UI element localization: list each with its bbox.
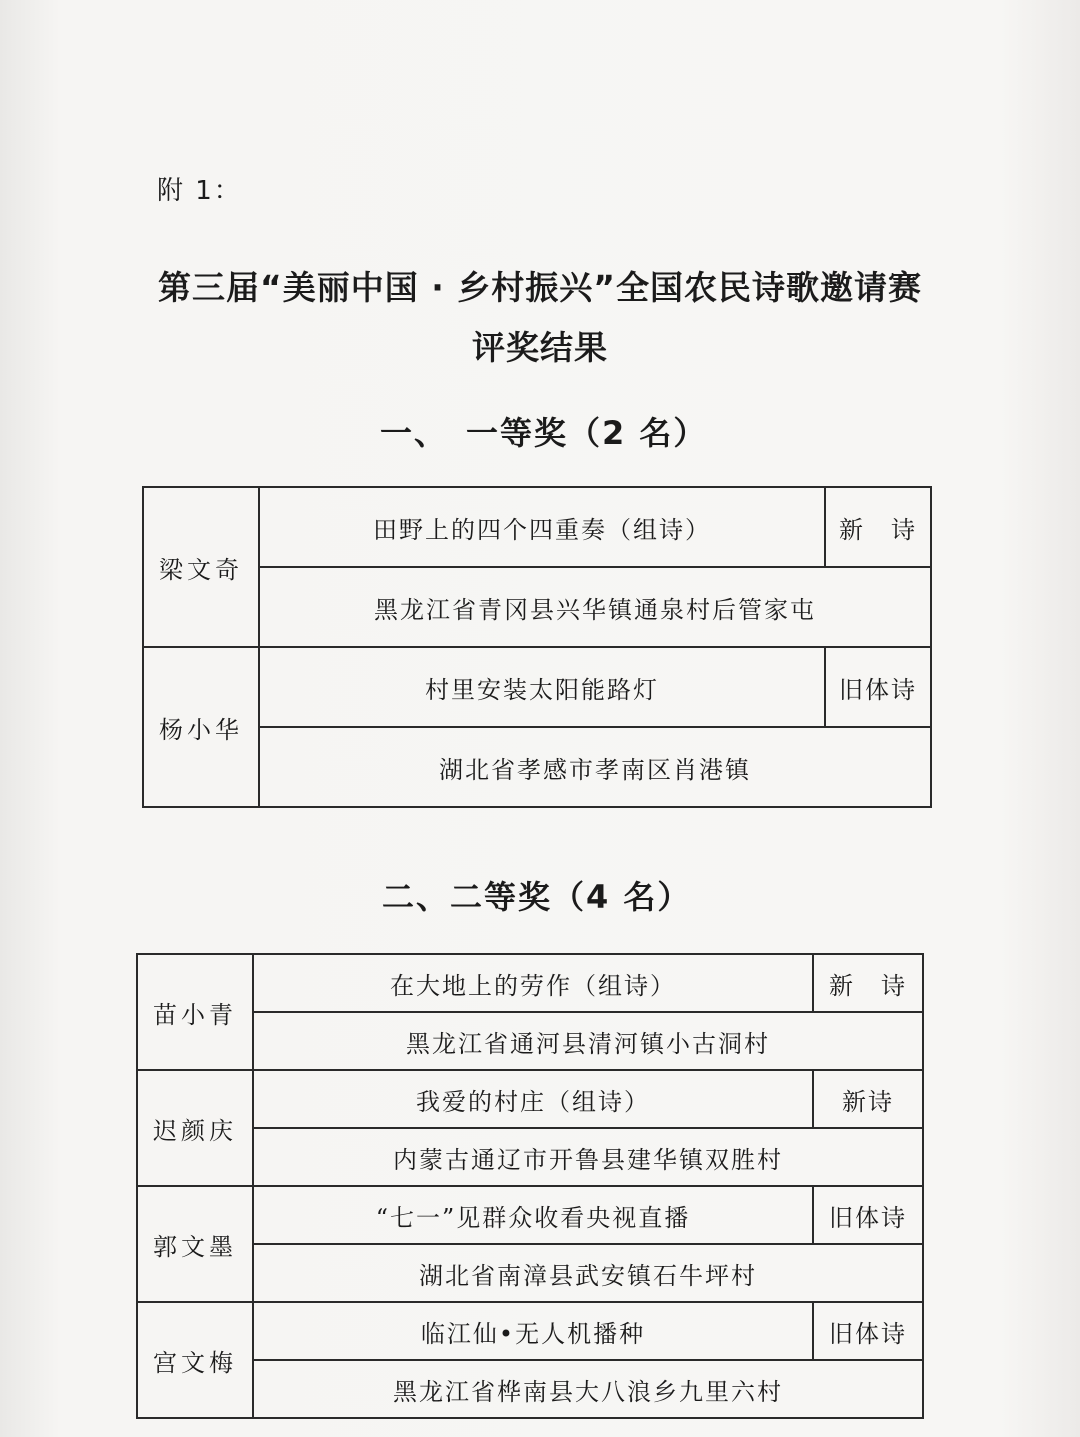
work-genre: 新诗: [813, 1070, 923, 1128]
winner-address: 湖北省南漳县武安镇石牛坪村: [253, 1244, 923, 1302]
work-title: 村里安装太阳能路灯: [259, 647, 825, 727]
work-genre: 新 诗: [825, 487, 931, 567]
table-row: [137, 1360, 923, 1418]
work-genre: 旧体诗: [825, 647, 931, 727]
work-title: 我爱的村庄（组诗）: [253, 1070, 813, 1128]
winner-name: 梁文奇: [143, 487, 259, 647]
winner-name: 苗小青: [137, 954, 253, 1070]
table-row: [137, 954, 923, 1012]
table-row: [137, 1128, 923, 1186]
document-title: 第三届“美丽中国 · 乡村振兴”全国农民诗歌邀请赛: [158, 268, 922, 307]
table-row: [143, 727, 931, 807]
section-heading-first-prize: 一、 一等奖（2 名）: [380, 414, 708, 452]
section-heading-second-prize: 二、二等奖（4 名）: [382, 878, 692, 916]
work-genre: 新 诗: [813, 954, 923, 1012]
winner-address: 黑龙江省青冈县兴华镇通泉村后管家屯: [259, 567, 931, 647]
table-row: [137, 1186, 923, 1244]
second-prize-table: [136, 953, 924, 1419]
first-prize-table: [142, 486, 932, 808]
winner-address: 湖北省孝感市孝南区肖港镇: [259, 727, 931, 807]
table-row: [143, 647, 931, 727]
work-title: 在大地上的劳作（组诗）: [253, 954, 813, 1012]
work-title: 临江仙•无人机播种: [253, 1302, 813, 1360]
work-title: “七一”见群众收看央视直播: [253, 1186, 813, 1244]
winner-name: 迟颜庆: [137, 1070, 253, 1186]
winner-address: 黑龙江省桦南县大八浪乡九里六村: [253, 1360, 923, 1418]
winner-address: 内蒙古通辽市开鲁县建华镇双胜村: [253, 1128, 923, 1186]
work-genre: 旧体诗: [813, 1302, 923, 1360]
work-genre: 旧体诗: [813, 1186, 923, 1244]
attachment-label: 附 1：: [157, 176, 242, 206]
table-row: [137, 1070, 923, 1128]
work-title: 田野上的四个四重奏（组诗）: [259, 487, 825, 567]
table-row: [143, 487, 931, 567]
table-row: [137, 1302, 923, 1360]
table-row: [143, 567, 931, 647]
winner-name: 杨小华: [143, 647, 259, 807]
winner-address: 黑龙江省通河县清河镇小古洞村: [253, 1012, 923, 1070]
table-row: [137, 1012, 923, 1070]
winner-name: 宫文梅: [137, 1302, 253, 1418]
document-subtitle: 评奖结果: [472, 328, 608, 367]
winner-name: 郭文墨: [137, 1186, 253, 1302]
table-row: [137, 1244, 923, 1302]
